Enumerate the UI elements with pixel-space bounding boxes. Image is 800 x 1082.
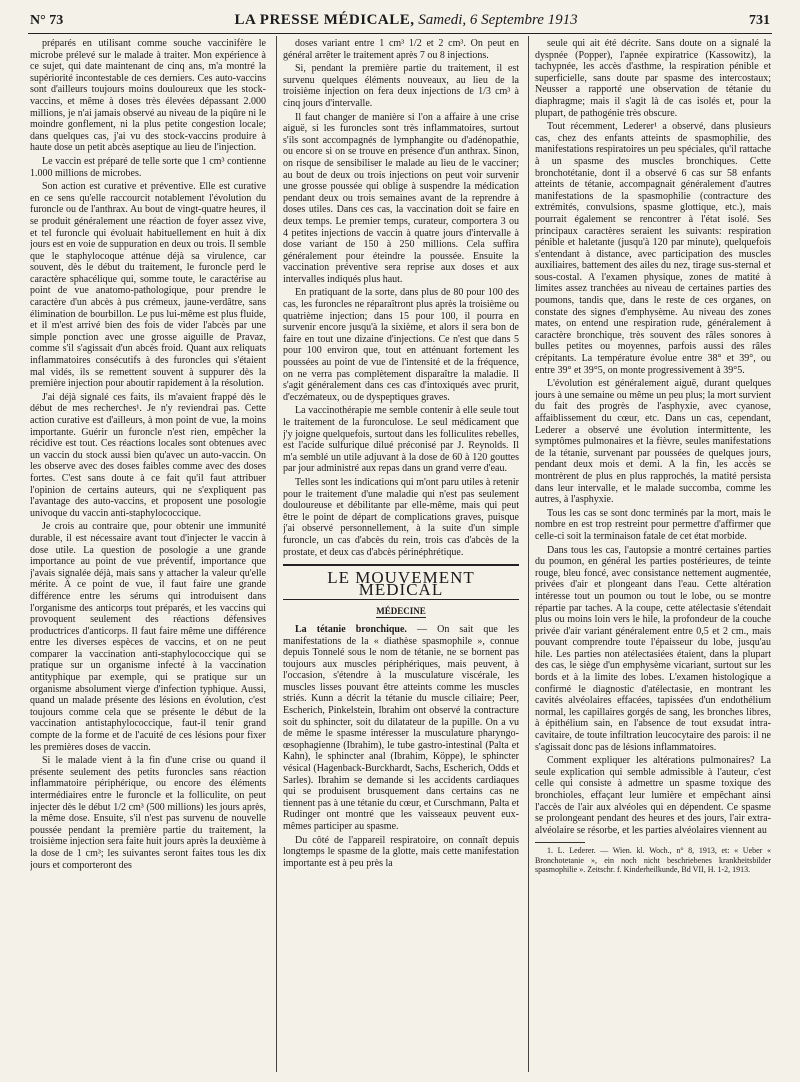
paragraph: Tout récemment, Lederer¹ a observé, dans plusieurs cas, chez des enfants atteints de spasmophilie, des manifestations respiratoires un peu spéciales, qu'il rattache à un spasme des muscles bronchiques. Cette bronchotétanie, dont il a observé 6 cas sur 58 enfants atteints de tétanie, accompagnait généralement d'autres manifestations de la spasmophilie (contracture des extrémités, convulsions, spasme glottique, etc.), mais pourrait également se rencontrer à l'état isolé. Ses principaux caractères seraient les suivants: respiration pénible et haletante (jusqu'à 120 par minute), quelquefois s'entendant à distance, avec participation des muscles auxiliaires, battement des ailes du nez, tirage sus-sternal et sous-costal. A l'examen physique, zones de matité à limites assez tranchées au niveau de certaines parties des poumons, tandis que, dans le reste de ces organes, on constate des signes d'emphysème. Au niveau des zones mates, on entend une respiration rude, généralement à caractère bronchique, très souvent des râles sonores à bulles petites ou moyennes, parfois aussi des râles crépitants. La température évolue entre 38° et 39°, ou entre 39° et 39°5, on monte progressivement à 39°5. (535, 121, 771, 376)
paragraph: Dans tous les cas, l'autopsie a montré certaines parties du poumon, en général les parties postérieures, de teinte rouge, bleu foncé, avec consistance nettement augmentée, privées d'air et plongeant dans l'eau. Cette altération intéresse tout un poumon ou tout le lobe, ou se montre répartie par taches. A la coupe, cette atélectasie s'étendait plus ou moins loin vers le hile, la profondeur de la couche privée d'air variant généralement entre 0,5 et 2 cm., mais pouvant comprendre toute l'épaisseur du lobe, jusqu'au hile. Les parties non atélectasiées étaient, dans la plupart des cas, le siège d'un emphysème vicariant, surtout sur les bords et à la limite des lobes. L'examen histologique a confirmé le diagnostic d'atélectasie, en montrant les cavités alvéolaires effacées, tapissées d'un endothélium normal, les capillaires gorgés de sang, les bronches libres, à épithélium sain, en l'absence de tout exsudat intra-cavitaire, de toute infiltration leucocytaire des parois: il ne s'agissait donc pas de lésions inflammatoires. (535, 544, 771, 753)
column-divider (276, 36, 277, 1072)
column-middle (283, 38, 519, 1068)
paragraph: Du côté de l'appareil respiratoire, on connaît depuis longtemps le spasme de la glotte, mais cette manifestation importante est à peu près la (283, 834, 519, 869)
masthead (235, 12, 578, 29)
column-divider (528, 36, 529, 1072)
section-banner (283, 564, 519, 600)
issue-number: N° 73 (30, 13, 64, 28)
column-left (30, 38, 266, 1068)
journal-title: LA PRESSE MÉDICALE, (234, 12, 415, 28)
paragraph: L'évolution est généralement aiguë, durant quelques jours à une semaine ou même un peu plus; la mort survient du fait des progrès de l'asphyxie, avec cyanose, affaiblissement du cœur, etc. Dans un cas, cependant, Lederer a observé une évolution intermittente, les symptômes pulmonaires et la fièvre, seules manifestations de la tétanie, survenant par poussées de quelques jours, pendant deux mois et demi. A la fin, les accès se montrèrent de plus en plus rapprochés, la matité persista dans leur intervalle, et le malade succomba, comme les autres, à l'asphyxie. (535, 378, 771, 506)
paragraph: seule qui ait été décrite. Sans doute on a signalé la dyspnée (Popper), l'apnée expiratrice (Kassowitz), la tachypnée, les accès d'asthme, la respiration pénible et superficielle, sans doute par spasme des intercostaux; Neusser a rapporté une observation de tétanie du diaphragme; mais il s'agit là de cas isolés et, pour la plupart, de pathogénie très obscure. (535, 38, 771, 119)
paragraph: préparés en utilisant comme souche vaccinifère le microbe prélevé sur le malade à traiter. Mon expérience à ce sujet, qui date maintenant de cinq ans, m'a montré la supériorité incontestable de ces derniers. Ces auto-vaccins sont d'ailleurs toujours moins douloureux que les stock-vaccins, et même à doses très élevées dépassant 2.000 millions, je n'ai jamais observé au niveau de la piqûre ni le moindre gonflement, ni la plus petite congestion locale; dans quelques cas, j'ai vu des stock-vaccins produire à haute dose un petit abcès aseptique au lieu de l'injection. (30, 38, 266, 154)
paragraph: Telles sont les indications qui m'ont paru utiles à retenir pour le traitement d'une maladie qui n'est pas seulement douloureuse et débilitante par elle-même, mais qui peut être le point de départ de complications graves, puisque j'ai observé personnellement, à la suite d'un simple furoncle, un cas d'abcès du rein, trois cas d'abcès de la prostate, et deux cas d'abcès périnéphrétique. (283, 476, 519, 558)
paragraph: Le vaccin est préparé de telle sorte que 1 cm³ contienne 1.000 millions de microbes. (30, 155, 266, 179)
subsection-heading (283, 606, 519, 618)
section-title: LE MOUVEMENT MÉDICAL (327, 568, 475, 599)
footnote: 1. L. Lederer. — Wien. kl. Woch., n° 8, 1913, et: « Ueber « Bronchotetanie », ein noch nicht beschriebenes krankheitsbilder spasmophilie ». Zeitschr. f. Kinderheilkunde, Bd VII, H. 1-2, 1913. (535, 846, 771, 875)
paragraph: Si, pendant la première partie du traitement, il est survenu quelques éléments nouveaux, au lieu de la troisième injection on fera deux injections de 1/3 cm³ à cinq jours d'intervalle. (283, 63, 519, 109)
paragraph: Il faut changer de manière si l'on a affaire à une crise aiguë, si les furoncles sont très inflammatoires, surtout s'ils sont accompagnés de lymphangite ou d'adénopathie, ou encore si on se trouve en présence d'un anthrax. Sinon, on risque de sensibiliser le malade au lieu de le vacciner; au bout de deux ou trois injections on peut voir survenir une grosse poussée qui oblige à suspendre la médication pendant deux ou trois semaines avant de la reprendre à doses utiles. Dans ces cas, la vaccination doit se faire en deux temps. Le premier temps, curateur, comportera 3 ou 4 petites injections de vaccin à quatre jours d'intervalle à dose variant de 150 à 250 millions. Cela suffira généralement pour éteindre la poussée. Ensuite la vaccination préventive sera reprise aux doses et aux intervalles indiqués plus haut. (283, 111, 519, 285)
page-number: 731 (748, 13, 770, 28)
paragraph: Son action est curative et préventive. Elle est curative en ce sens qu'elle raccourcit notablement l'évolution du furoncle ou de l'anthrax. Au bout de vingt-quatre heures, il se produit généralement une réaction de foyer assez vive, et tel furoncle qui évoluait habituellement en huit à dix jours est en voie de suppuration en deux ou trois. Il semble que le staphylocoque atténue déjà sa virulence, car souvent, dès le début du traitement, le furoncle perd le caractère sphacélique qui, somme toute, le caractérise au point de vue anatomo-pathologique, pour prendre le caractère d'un abcès à pus crémeux, jaune-verdâtre, sans élimination de bourbillon. Le pus lui-même est plus fluide, et il m'est arrivé bien des fois de vider l'abcès par une simple ponction avec une grosse aiguille de Pravaz, comme s'il s'agissait d'un abcès froid. Quant aux reliquats inflammatoires consécutifs à des furoncles qui s'étaient mal vidés, ils se remettent souvent à suppurer dès la première injection pour aboutir rapidement à la résolution. (30, 181, 266, 390)
paragraph: Je crois au contraire que, pour obtenir une immunité durable, il est nécessaire avant tout d'injecter le vaccin à dose utile. La question de posologie a une grande importance au point de vue préventif, importance que j'avais signalée déjà, mais sans y attacher la valeur qu'elle mérite. A ce point de vue, il faut faire une grande différence entre les sérums qui introduisent dans l'organisme des anticorps tout préparés, et les vaccins qui provoquent seulement des réactions défensives productrices d'anticorps. Il faut faire même une différence entre les diverses espèces de vaccins, et on ne peut comparer la vaccination anti-staphylococcique qui se pratique sur un organisme infecté à la vaccination antityphique par exemple, qui se pratique sur un organisme absolument vierge d'infection typhique. Aussi, quand un malade présente des lésions en évolution, c'est toujours comme cela que se présente le début de la vaccination antistaphylococcique, faut-il tenir grand compte de la forme et de l'acuité de ces lésions pour fixer les premières doses de vaccin. (30, 521, 266, 753)
paragraph: J'ai déjà signalé ces faits, ils m'avaient frappé dès le début de mes recherches¹. Je n'y reviendrai pas. Cette action curative est d'ailleurs, à mon point de vue, la moins importante. Guérir un furoncle n'est rien, empêcher la récidive est tout. Ces réactions locales sont obtenues avec un vaccin du stock aussi bien qu'avec un auto-vaccin. On les observe avec des doses faibles comme avec des doses fortes. C'est sans doute à ce fait qu'il faut attribuer l'opinion de certains auteurs, qui ne s'expliquent pas l'avantage des auto-vaccins, et proposent une posologie univoque du vaccin anti-staphylococcique. (30, 391, 266, 519)
footnote-rule (535, 842, 585, 843)
paragraph: Comment expliquer les altérations pulmonaires? La seule explication qui semble admissible à l'auteur, c'est celle qui consiste à admettre un spasme toxique des bronchioles, effaçant leur lumière et empêchant ainsi l'accès de l'air aux alvéoles qui en dépendent. Ce spasme se prolongeant pendant des heures et des jours, l'air extra-alvéolaire se résorbe, et les parties alvéolaires viennent au (535, 755, 771, 836)
article-text: — On sait que les manifestations de la « diathèse spasmophile », connue depuis Tonnelé sous le nom de tétanie, ne se bornent pas toujours aux muscles périphériques, mais peuvent, à l'occasion, s'étendre à la musculature viscérale, les muscles lisses pouvant être atteints comme les muscles striés. Kunn a décrit la tétanie du muscle ciliaire; Peer, Escherich, Pinkelstein, Ibrahim ont observé la contracture soit du sphincter, soit du dilatateur de la pupille. On a vu de même le spasme intéresser la musculature pharyngo-œsophagienne (Ibrahim), le tube gastro-intestinal (Palta et Kahn), le sphincter anal (Ibrahim, Köppe), le sphincter vésical (Hagenback-Burckhardt, Sachs, Escherich, Odds et Sarles). Ibrahim se demande si les accidents cardiaques qui se produisent brusquement dans certains cas ne tiennent pas à une tétanie du cœur, et Curschmann, Palta et Rudinger ont montré que les vaisseaux peuvent eux-mêmes participer au spasme. (283, 623, 519, 832)
paragraph: Si le malade vient à la fin d'une crise ou quand il présente seulement des petits furoncles sans réaction inflammatoire périphérique, ou encore des éléments intermédiaires entre le furoncle et la folliculite, on peut injecter dès le début 1/2 cm³ (500 millions) les jours après, la même dose. Ensuite, s'il n'est pas survenu de nouvelle poussée pendant la première partie du traitement, la troisième injection sera faite huit jours après la deuxième à la dose de 1 cm³; les suivantes seront faites tous les dix jours et comporteront des (30, 755, 266, 871)
page-header (30, 12, 770, 34)
subsection-label: MÉDECINE (376, 606, 426, 617)
paragraph: En pratiquant de la sorte, dans plus de 80 pour 100 des cas, les furoncles ne réparaîtront plus après la troisième ou quatrième injection; dans 15 pour 100, il pourra en survenir encore jusqu'à la sixième, et alors il sera bon de faire en tout une dizaine d'injections. Ce n'est que dans 5 pour 100 environ que, tout en atténuant fortement les poussées au point de vue de l'intensité et de la fréquence, on ne verra pas complètement disparaître la maladie. Il s'agit généralement dans ces cas d'intoxiqués avec prurit, d'eczémateux, ou de dyspeptiques graves. (283, 287, 519, 403)
article-title: La tétanie bronchique. (295, 623, 407, 635)
paragraph: doses variant entre 1 cm³ 1/2 et 2 cm³. On peut en général arrêter le traitement après 7 ou 8 injections. (283, 38, 519, 61)
paragraph: La vaccinothérapie me semble contenir à elle seule tout le traitement de la furonculose. Le seul médicament que j'y joigne quelquefois, surtout dans les folliculites rebelles, est l'acide sulfurique dilué préconisé par J. Reynolds. Il m'a semblé un utile adjuvant à la dose de 60 à 120 gouttes par jour administré aux repas dans un grand verre d'eau. (283, 405, 519, 475)
column-right (535, 38, 771, 1068)
article-lead-paragraph (283, 624, 519, 833)
issue-date: Samedi, 6 Septembre 1913 (418, 12, 578, 28)
header-rule (28, 33, 772, 34)
paragraph: Tous les cas se sont donc terminés par la mort, mais le nombre en est trop restreint pour permettre d'affirmer que celle-ci soit la terminaison fatale de cet état morbide. (535, 507, 771, 542)
